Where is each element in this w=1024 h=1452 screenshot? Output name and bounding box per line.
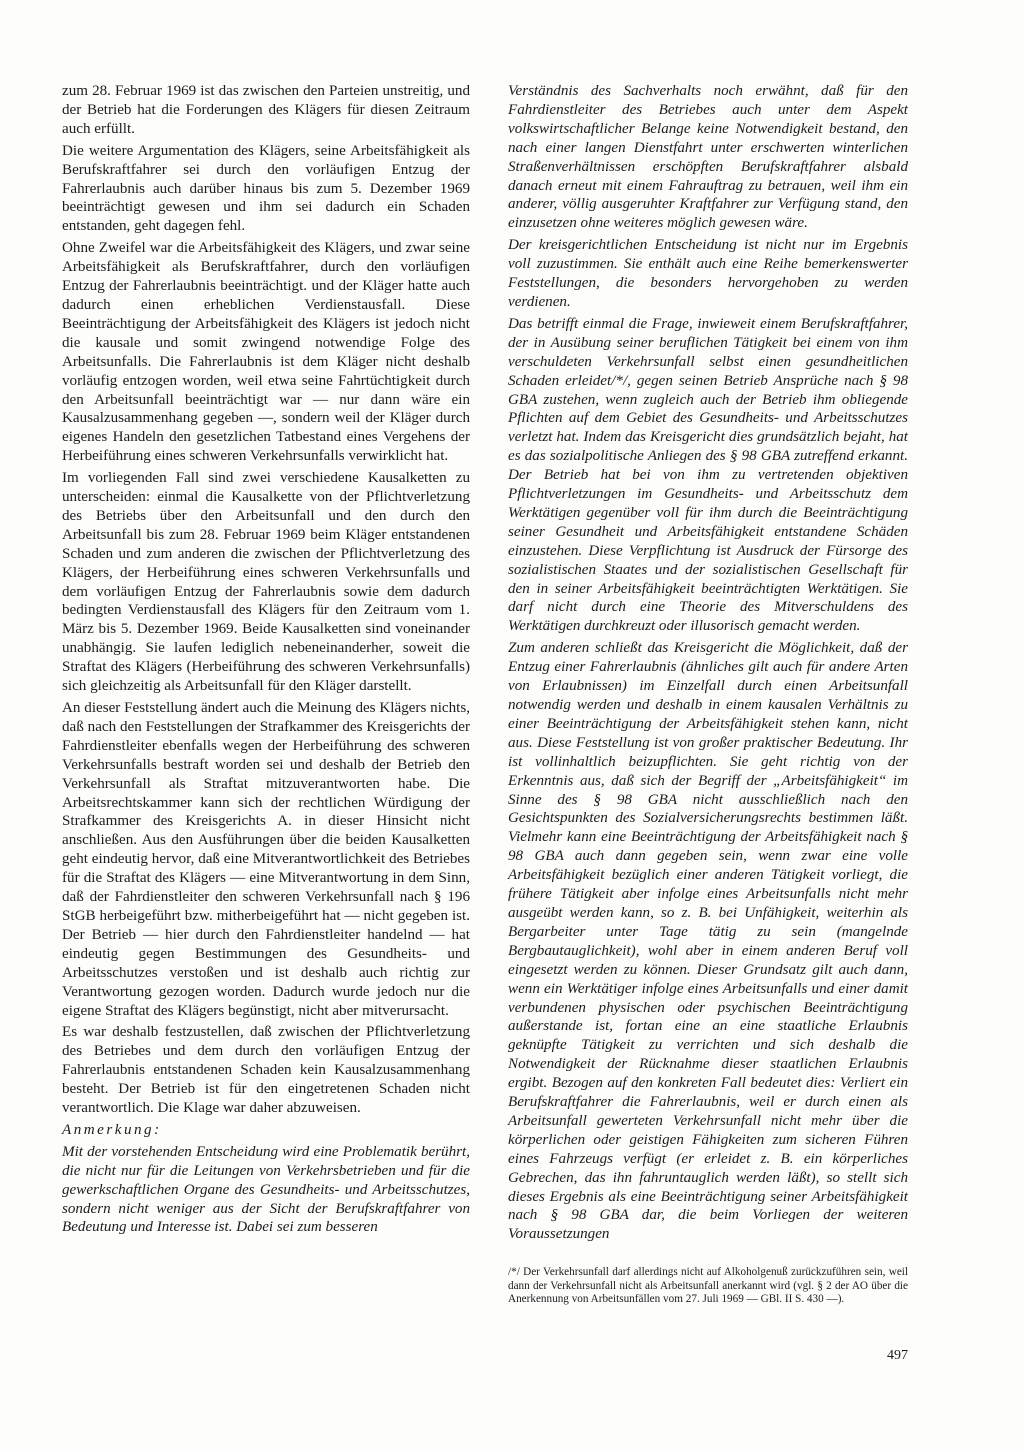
section-heading: Anmerkung: bbox=[62, 1121, 162, 1138]
paragraph: Der kreisgerichtlichen Entscheidung ist nicht nur im Ergebnis voll zuzustimmen. Sie enthält auch eine Reihe bemerkenswerter Feststellungen, die besonders hervorgehoben zu werden verdienen. bbox=[508, 237, 908, 310]
paragraph: zum 28. Februar 1969 ist das zwischen den Parteien unstreitig, und der Betrieb hat die Forderungen des Klägers für diesen Zeitraum auch erfüllt. bbox=[62, 83, 470, 137]
paragraph: An dieser Feststellung ändert auch die Meinung des Klägers nichts, daß nach den Feststellungen der Strafkammer des Kreisgerichts der Fahrdienstleiter ebenfalls wegen der Herbeiführung des schweren Verkehrsunfalls bestraft worden sei und deshalb der Betrieb den Verkehrsunfall als Straftat mitzuverantworten habe. Die Arbeitsrechtskammer kann sich der rechtlichen Würdigung der Strafkammer des Kreisgerichts A. in dieser Hinsicht nicht anschließen. Aus den Ausführungen über die beiden Kausalketten geht eindeutig hervor, daß eine Mitverantwortlichkeit des Betriebes für die Straftat des Klägers — eine Mitverantwortung in dem Sinn, daß der Fahrdienstleiter den schweren Verkehrsunfall nach § 196 StGB herbeigeführt bzw. mitherbeigeführt hat — nicht gegeben ist. Der Betrieb — hier durch den Fahrdienstleiter handelnd — hat eindeutig gegen Bestimmungen des Gesundheits- und Arbeitsschutzes verstoßen und ist deshalb auch richtig zur Verantwortung gezogen worden. Dadurch wurde jedoch nur die eigene Straftat des Klägers begünstigt, nicht aber mitverursacht. bbox=[62, 700, 470, 1019]
paragraph: Im vorliegenden Fall sind zwei verschiedene Kausalketten zu unterscheiden: einmal die Kausalkette von der Pflichtverletzung des Betriebs über den Arbeitsunfall und den durch den Arbeitsunfall bis zum 28. Februar 1969 beim Kläger entstandenen Schaden und zum anderen die zwischen der Pflichtverletzung des Klägers, der Herbeiführung eines schweren Verkehrsunfalls und dem vorläufigen Entzug der Fahrerlaubnis sowie dem dadurch bedingten Verdienstausfall des Klägers für den Zeitraum vom 1. März bis 5. Dezember 1969. Beide Kausalketten sind voneinander unabhängig. Sie laufen lediglich nebeneinanderher, soweit die Straftat des Klägers (Herbeiführung des schweren Verkehrsunfalls) sich gleichzeitig als Arbeitsunfall für den Kläger darstellt. bbox=[62, 470, 470, 695]
paragraph: Es war deshalb festzustellen, daß zwischen der Pflichtverletzung des Betriebes und dem durch den vorläufigen Entzug der Fahrerlaubnis entstandenen Schaden kein Kausalzusammenhang besteht. Der Betrieb ist für den eingetretenen Schaden nicht verantwortlich. Die Klage war daher abzuweisen. bbox=[62, 1024, 470, 1117]
paragraph: Die weitere Argumentation des Klägers, seine Arbeitsfähigkeit als Berufskraftfahrer sei durch den vorläufigen Entzug der Fahrerlaubnis auch darüber hinaus bis zum 5. Dezember 1969 beeinträchtigt gewesen und ihm sei dadurch ein Schaden entstanden, geht dagegen fehl. bbox=[62, 142, 470, 235]
paragraph: Ohne Zweifel war die Arbeitsfähigkeit des Klägers, und zwar seine Arbeitsfähigkeit als Berufskraftfahrer, durch den vorläufigen Entzug der Fahrerlaubnis beeinträchtigt. und der Kläger hatte auch dadurch einen erheblichen Verdienstausfall. Diese Beeinträchtigung der Arbeitsfähigkeit des Klägers ist jedoch nicht die kausale und somit zwingend notwendige Folge des Arbeitsunfalls. Die Fahrerlaubnis ist dem Kläger nicht deshalb vorläufig entzogen worden, weil etwa seine Fahrtüchtigkeit durch den Arbeitsunfall beeinträchtigt war — nur dann wäre ein Kausalzusammenhang gegeben —, sondern weil der Kläger durch eigenes Handeln den gesetzlichen Tatbestand eines Vergehens der Herbeiführung eines schweren Verkehrsunfalls verwirklicht hat. bbox=[62, 240, 470, 465]
left-text-column bbox=[62, 82, 470, 1240]
page-number: 497 bbox=[887, 1348, 908, 1363]
paragraph: Verständnis des Sachverhalts noch erwähnt, daß für den Fahrdienstleiter des Betriebes auch unter dem Aspekt volkswirtschaftlicher Belange keine Notwendigkeit bestand, den nach einer langen Dienstfahrt unter erschwerten winterlichen Straßenverhältnissen erschöpften Berufskraftfahrer alsbald danach erneut mit einem Fahrauftrag zu betrauen, weil ihm ein anderer, völlig ausgeruhter Kraftfahrer zur Verfügung stand, den einzusetzen ohne weiteres möglich gewesen wäre. bbox=[508, 83, 908, 232]
footnote: /*/ Der Verkehrsunfall darf allerdings nicht auf Alkoholgenuß zurückzuführen sein, weil dann der Verkehrsunfall nicht als Arbeitsunfall anerkannt wird (vgl. § 2 der AO über die Anerkennung von Arbeitsunfällen vom 27. Juli 1969 — GBl. II S. 430 —). bbox=[508, 1266, 908, 1306]
paragraph: Mit der vorstehenden Entscheidung wird eine Problematik berührt, die nicht nur für die Leitungen von Verkehrsbetrieben und für die gewerkschaftlichen Organe des Gesundheits- und Arbeitsschutzes, sondern nicht weniger aus der Sicht der Berufskraftfahrer von Bedeutung und Interesse ist. Dabei sei zum besseren bbox=[62, 1143, 470, 1236]
paragraph: Das betrifft einmal die Frage, inwieweit einem Berufskraftfahrer, der in Ausübung seiner beruflichen Tätigkeit bei einem von ihm verschuldeten Verkehrsunfall selbst einen gesundheitlichen Schaden erleidet/*/, gegen seinen Betrieb Ansprüche nach § 98 GBA zustehen, wenn zugleich auch der Betrieb ihm obliegende Pflichten auf dem Gebiet des Gesundheits- und Arbeitsschutzes verletzt hat. Indem das Kreisgericht dies grundsätzlich bejaht, hat es das sozialpolitische Anliegen des § 98 GBA zutreffend erkannt. Der Betrieb hat bei von ihm zu vertretenden objektiven Pflichtverletzungen im Gesundheits- und Arbeitsschutz dem Werktätigen gegenüber voll für ihm durch die Beeinträchtigung seiner Gesundheit und Arbeitsfähigkeit entstandene Schäden einzustehen. Diese Verpflichtung ist Ausdruck der Fürsorge des sozialistischen Staates und der sozialistischen Gesellschaft für den in seiner Arbeitsfähigkeit beeinträchtigten Werktätigen. Sie darf nicht durch eine Theorie des Mitverschuldens des Werktätigen durchkreuzt oder illusorisch gemacht werden. bbox=[508, 315, 908, 635]
right-text-column bbox=[508, 82, 908, 1247]
paragraph: Zum anderen schließt das Kreisgericht die Möglichkeit, daß der Entzug einer Fahrerlaubnis (ähnliches gilt auch für andere Arten von Erlaubnissen) im Einzelfall durch einen Arbeitsunfall notwendig werden und deshalb in einem kausalen Verhältnis zu einer Beeinträchtigung der Arbeitsfähigkeit stehen kann, nicht aus. Diese Feststellung ist von großer praktischer Bedeutung. Ihr ist vollinhaltlich beizupflichten. Sie geht richtig von der Erkenntnis aus, daß sich der Begriff der „Arbeitsfähigkeit“ im Sinne des § 98 GBA nicht ausschließlich nach den Gesichtspunkten des Sozialversicherungsrechts bestimmen läßt. Vielmehr kann eine Beeinträchtigung der Arbeitsfähigkeit nach § 98 GBA auch dann gegeben sein, wenn zwar eine volle Arbeitsfähigkeit bezüglich einer anderen Tätigkeit vorliegt, die frühere Tätigkeit aber infolge eines Arbeitsunfalls nicht mehr ausgeübt werden kann, so z. B. bei Unfähigkeit, weiterhin als Bergarbeiter unter Tage tätig zu sein (mangelnde Bergbautauglichkeit), wohl aber in einem anderen Beruf voll eingesetzt werden zu können. Dieser Grundsatz gilt auch dann, wenn ein Werktätiger infolge eines Arbeitsunfalls und einer damit verbundenen physischen oder psychischen Beeinträchtigung außerstande ist, fortan eine an eine staatliche Erlaubnis geknüpfte Tätigkeit zu verrichten und sich deshalb die Notwendigkeit der Rücknahme dieser staatlichen Erlaubnis ergibt. Bezogen auf den konkreten Fall bedeutet dies: Verliert ein Berufskraftfahrer die Fahrerlaubnis, weil er durch einen als Arbeitsunfall gewerteten Verkehrsunfall nicht mehr über die körperlichen oder geistigen Fähigkeiten zum sicheren Führen eines Fahrzeugs verfügt (er erleidet z. B. ein körperliches Gebrechen, das ihn fahruntauglich werden läßt), so stellt sich dieses Ergebnis als eine Beeinträchtigung seiner Arbeitsfähigkeit nach § 98 GBA dar, die beim Vorliegen der weiteren Voraussetzungen bbox=[508, 640, 908, 1243]
